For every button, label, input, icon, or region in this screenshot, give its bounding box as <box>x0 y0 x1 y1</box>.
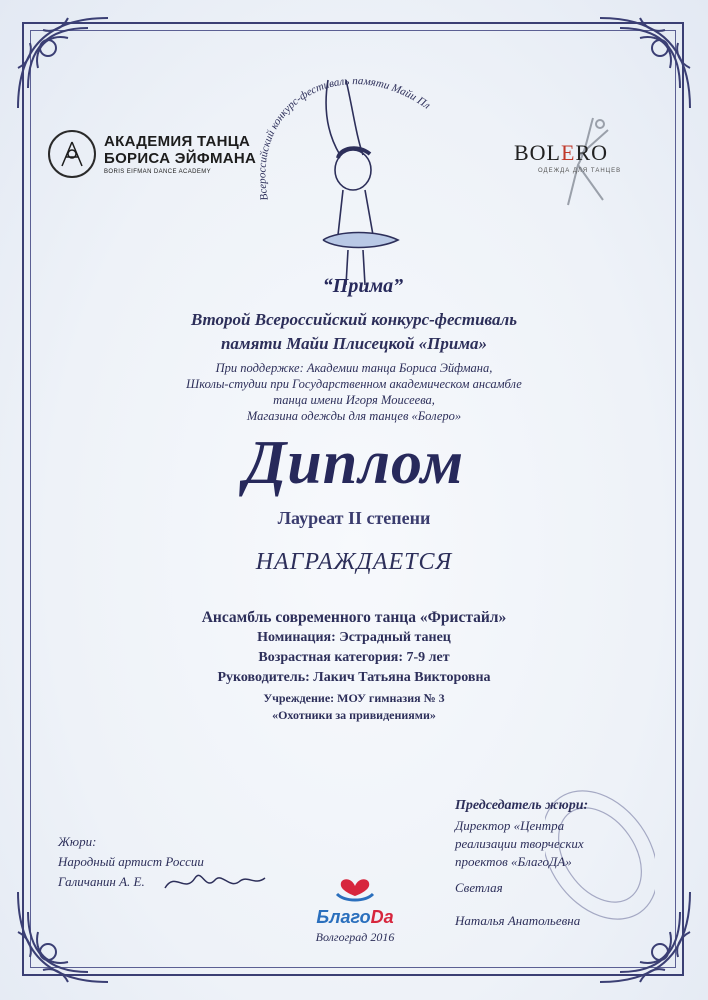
emblem-name: “Прима” <box>322 275 404 297</box>
festival-title-line2: памяти Майи Плисецкой «Прима» <box>220 334 488 353</box>
bolero-wordmark: BOLERO <box>514 140 609 165</box>
jury-member-title: Народный артист России <box>58 854 204 869</box>
diploma-title: Диплом <box>243 429 465 497</box>
recipient-ensemble: Ансамбль современного танца «Фристайл» <box>201 609 507 626</box>
recipient-institution: Учреждение: МОУ гимназия № 3 <box>263 691 445 705</box>
jury-label: Жюри: <box>58 834 97 849</box>
city-year: Волгоград 2016 <box>315 930 395 944</box>
festival-title-line1: Второй Всероссийский конкурс-фестиваль <box>190 310 517 329</box>
awarded-heading: НАГРАЖДАЕТСЯ <box>255 549 453 575</box>
support-line: Магазина одежды для танцев «Болеро» <box>246 409 462 423</box>
ballerina-icon <box>323 80 398 285</box>
bolero-tagline: ОДЕЖДА ДЛЯ ТАНЦЕВ <box>538 168 622 174</box>
chair-name-line2: Наталья Анатольевна <box>455 913 581 928</box>
support-line: Школы-студии при Государственном академическом ансамбле <box>186 377 522 391</box>
academy-name-english: BORIS EIFMAN DANCE ACADEMY <box>104 169 212 175</box>
bolero-logo <box>508 110 638 210</box>
chair-position-line1: Директор «Центра <box>455 818 565 833</box>
support-line: танца имени Игоря Моисеева, <box>273 393 435 407</box>
chair-position-line3: проектов «БлагоДА» <box>455 854 572 869</box>
jury-signature-icon <box>160 866 270 901</box>
recipient-nomination: Номинация: Эстрадный танец <box>257 630 451 645</box>
support-line: При поддержке: Академии танца Бориса Эйфмана, <box>215 361 493 375</box>
corner-ornament-bottom-left <box>8 882 118 992</box>
recipient-age-category: Возрастная категория: 7-9 лет <box>258 650 450 665</box>
prima-festival-emblem <box>228 40 478 300</box>
jury-member-name: Галичанин А. Е. <box>58 874 145 889</box>
chair-name-line1: Светлая <box>455 880 503 895</box>
laureate-degree: Лауреат II степени <box>277 508 431 528</box>
recipient-leader: Руководитель: Лакич Татьяна Викторовна <box>217 670 491 685</box>
corner-ornament-top-left <box>8 8 118 118</box>
eifman-academy-logo <box>48 130 256 178</box>
chair-label: Председатель жюри: <box>455 798 589 813</box>
academy-name-line1: АКАДЕМИЯ ТАНЦА <box>104 133 251 150</box>
academy-name-line2: БОРИСА ЭЙФМАНА <box>104 150 257 167</box>
blagoda-logo <box>300 872 410 945</box>
blagoda-wordmark: БлагоDa <box>316 907 394 927</box>
recipient-piece: «Охотники за привидениями» <box>272 708 436 722</box>
academy-emblem-icon <box>48 130 96 178</box>
heart-hands-icon <box>333 872 377 904</box>
emblem-arc-text: Всероссийский конкурс-фестиваль памяти Майи Пл <box>256 75 433 202</box>
chair-position-line2: реализации творческих <box>455 836 584 851</box>
corner-ornament-top-right <box>590 8 700 118</box>
svg-text:Всероссийский конкурс-фестивал <box>228 40 433 201</box>
